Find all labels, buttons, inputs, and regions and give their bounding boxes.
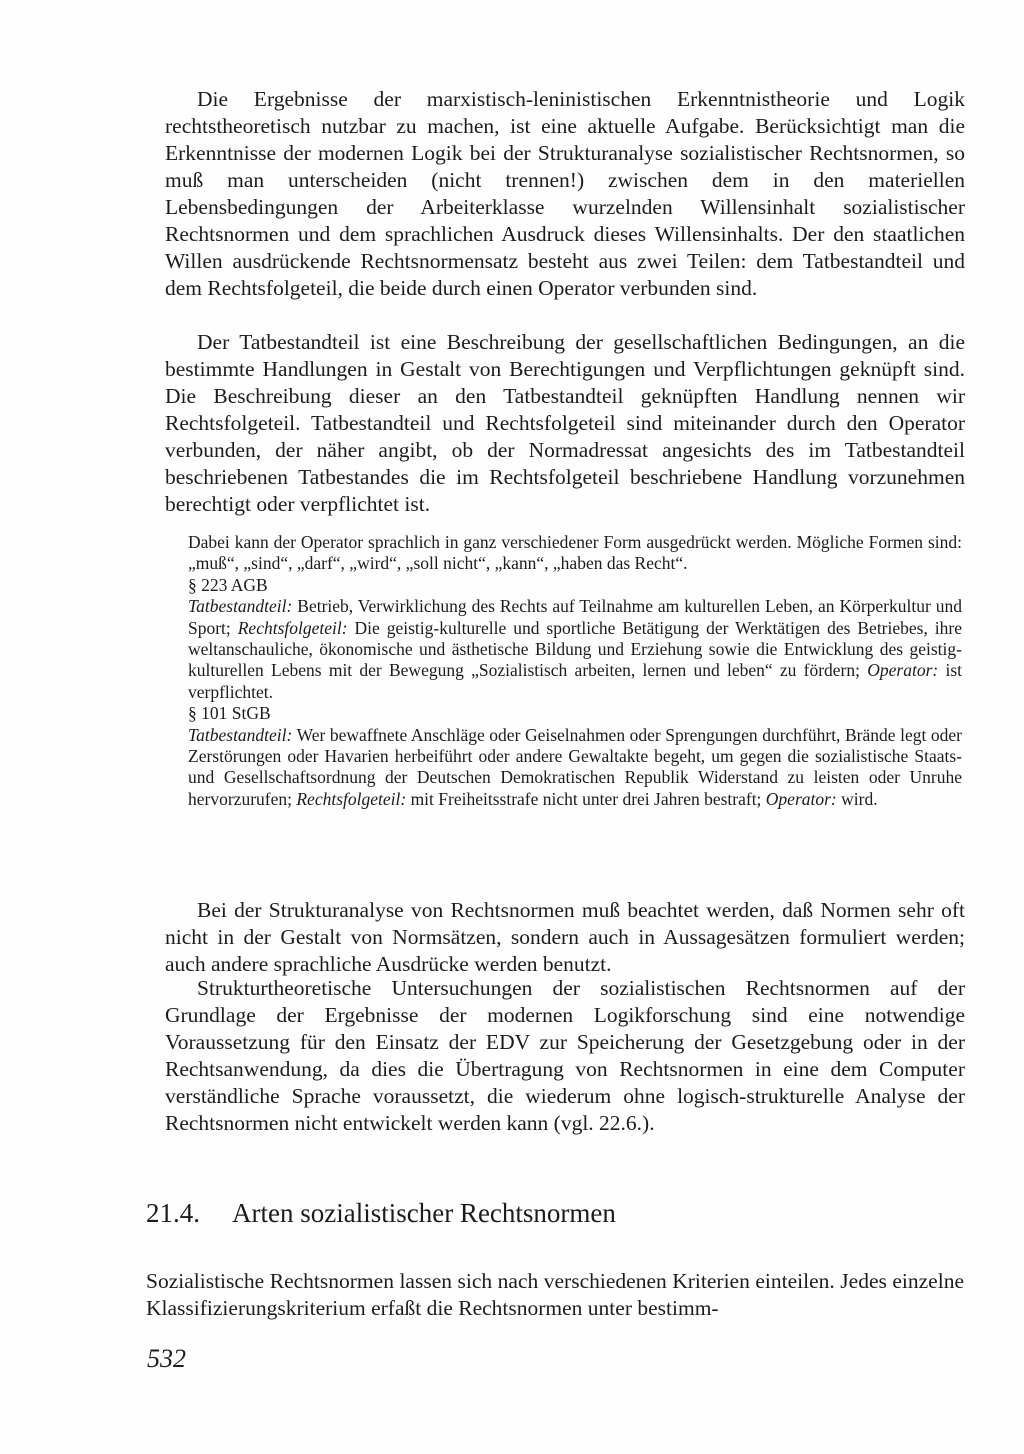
section-title: Arten sozialistischer Rechtsnormen <box>232 1198 616 1228</box>
label-operator: Operator: <box>867 660 939 681</box>
example-ref-agb: § 223 AGB <box>188 574 268 595</box>
label-operator: Operator: <box>765 788 837 809</box>
example-ref-stgb: § 101 StGB <box>188 703 271 724</box>
label-tatbestandteil: Tatbestandteil: <box>188 596 293 617</box>
paragraph-tatbestandteil: Der Tatbestandteil ist eine Beschreibung der gesellschaftlichen Bedingungen, an die bestimmte Handlungen in Gestalt von Berechtigungen und Verpflichtungen geknüpft sind. Die Beschreibung dieser an den Tatbestandteil geknüpften Handlung nennen wir Rechtsfolgeteil. Tatbestandteil und Rechtsfolgeteil sind miteinander durch den Operator verbunden, der näher angibt, ob der Normadressat angesichts des im Tatbestandteil beschriebenen Tatbestandes die im Rechtsfolgeteil beschriebene Handlung vorzunehmen berechtigt oder verpflichtet ist. <box>165 330 965 516</box>
example-agb-text <box>188 596 962 703</box>
paragraph-strukturtheoretische: Strukturtheoretische Untersuchungen der sozialistischen Rechtsnormen auf der Grundlage der Ergebnisse der modernen Logikforschung sind eine notwendige Voraussetzung für den Einsatz der EDV zur Speicherung der Gesetzgebung oder in der Rechtsanwendung, da dies die Übertragung von Rechtsnormen in eine dem Computer verständliche Sprache voraussetzt, die wiederum ohne logisch-strukturelle Analyse der Rechtsnormen nicht entwickelt werden kann (vgl. 22.6.). <box>165 976 965 1135</box>
section-heading <box>146 1196 616 1230</box>
text-operator: ist verpflichtet. <box>188 660 962 702</box>
text-tatbestandteil: Wer bewaffnete Anschläge oder Geiselnahmen oder Sprengungen durchführt, Brände legt oder Zerstörungen oder Havarien herbeiführt oder andere Gewaltakte begeht, um gegen die sozialistische Staats- und Gesellschaftsordnung der Deutschen Demokratischen Republik Widerstand zu leisten oder Unruhe hervorzurufen; <box>188 724 962 809</box>
section-number: 21.4. <box>146 1198 200 1228</box>
text-rechtsfolgeteil: Die geistig-kulturelle und sportliche Betätigung der Werktätigen des Betriebes, ihre weltanschauliche, ökonomische und ästhetische Bildung und Erziehung sowie die Entwicklung des geistig-kulturellen Lebens mit der Bewegung „Sozialistisch arbeiten, lernen und leben“ zu fördern; <box>188 617 962 681</box>
example-block <box>188 532 962 810</box>
label-rechtsfolgeteil: Rechtsfolgeteil: <box>237 617 348 638</box>
text-operator: wird. <box>836 788 878 809</box>
paragraph-erkenntnistheorie: Die Ergebnisse der marxistisch-leninistischen Erkenntnistheorie und Logik rechtstheoretisch nutzbar zu machen, ist eine aktuelle Aufgabe. Berücksichtigt man die Erkenntnisse der modernen Logik bei der Strukturanalyse sozialistischer Rechtsnormen, so muß man unterscheiden (nicht trennen!) zwischen dem in den materiellen Lebensbedingungen der Arbeiterklasse wurzelnden Willensinhalt sozialistischer Rechtsnormen und dem sprachlichen Ausdruck dieses Willensinhalts. Der den staatlichen Willen ausdrückende Rechtsnormensatz besteht aus zwei Teilen: dem Tatbestandteil und dem Rechtsfolgeteil, die beide durch einen Operator verbunden sind. <box>165 87 965 300</box>
page-number: 532 <box>147 1344 186 1373</box>
paragraph-strukturanalyse: Bei der Strukturanalyse von Rechtsnormen muß beachtet werden, daß Normen sehr oft nicht in der Gestalt von Normsätzen, sondern auch in Aussagesätzen formuliert werden; auch andere sprachliche Ausdrücke werden benutzt. <box>165 898 965 976</box>
example-stgb-text <box>188 725 962 811</box>
paragraph-arten: Sozialistische Rechtsnormen lassen sich nach verschiedenen Kriterien einteilen. Jedes einzelne Klassifizierungskriterium erfaßt die Rechtsnormen unter bestimm- <box>146 1269 964 1320</box>
label-rechtsfolgeteil: Rechtsfolgeteil: <box>296 788 407 809</box>
example-intro: Dabei kann der Operator sprachlich in ganz verschiedener Form ausgedrückt werden. Mögliche Formen sind: „muß“, „sind“, „darf“, „wird“, „soll nicht“, „kann“, „haben das Recht“. <box>188 532 962 574</box>
label-tatbestandteil: Tatbestandteil: <box>188 724 293 745</box>
text-rechtsfolgeteil: mit Freiheitsstrafe nicht unter drei Jahren bestraft; <box>406 788 766 809</box>
text-tatbestandteil: Betrieb, Verwirklichung des Rechts auf Teilnahme am kulturellen Leben, an Körperkultur und Sport; <box>188 596 962 638</box>
